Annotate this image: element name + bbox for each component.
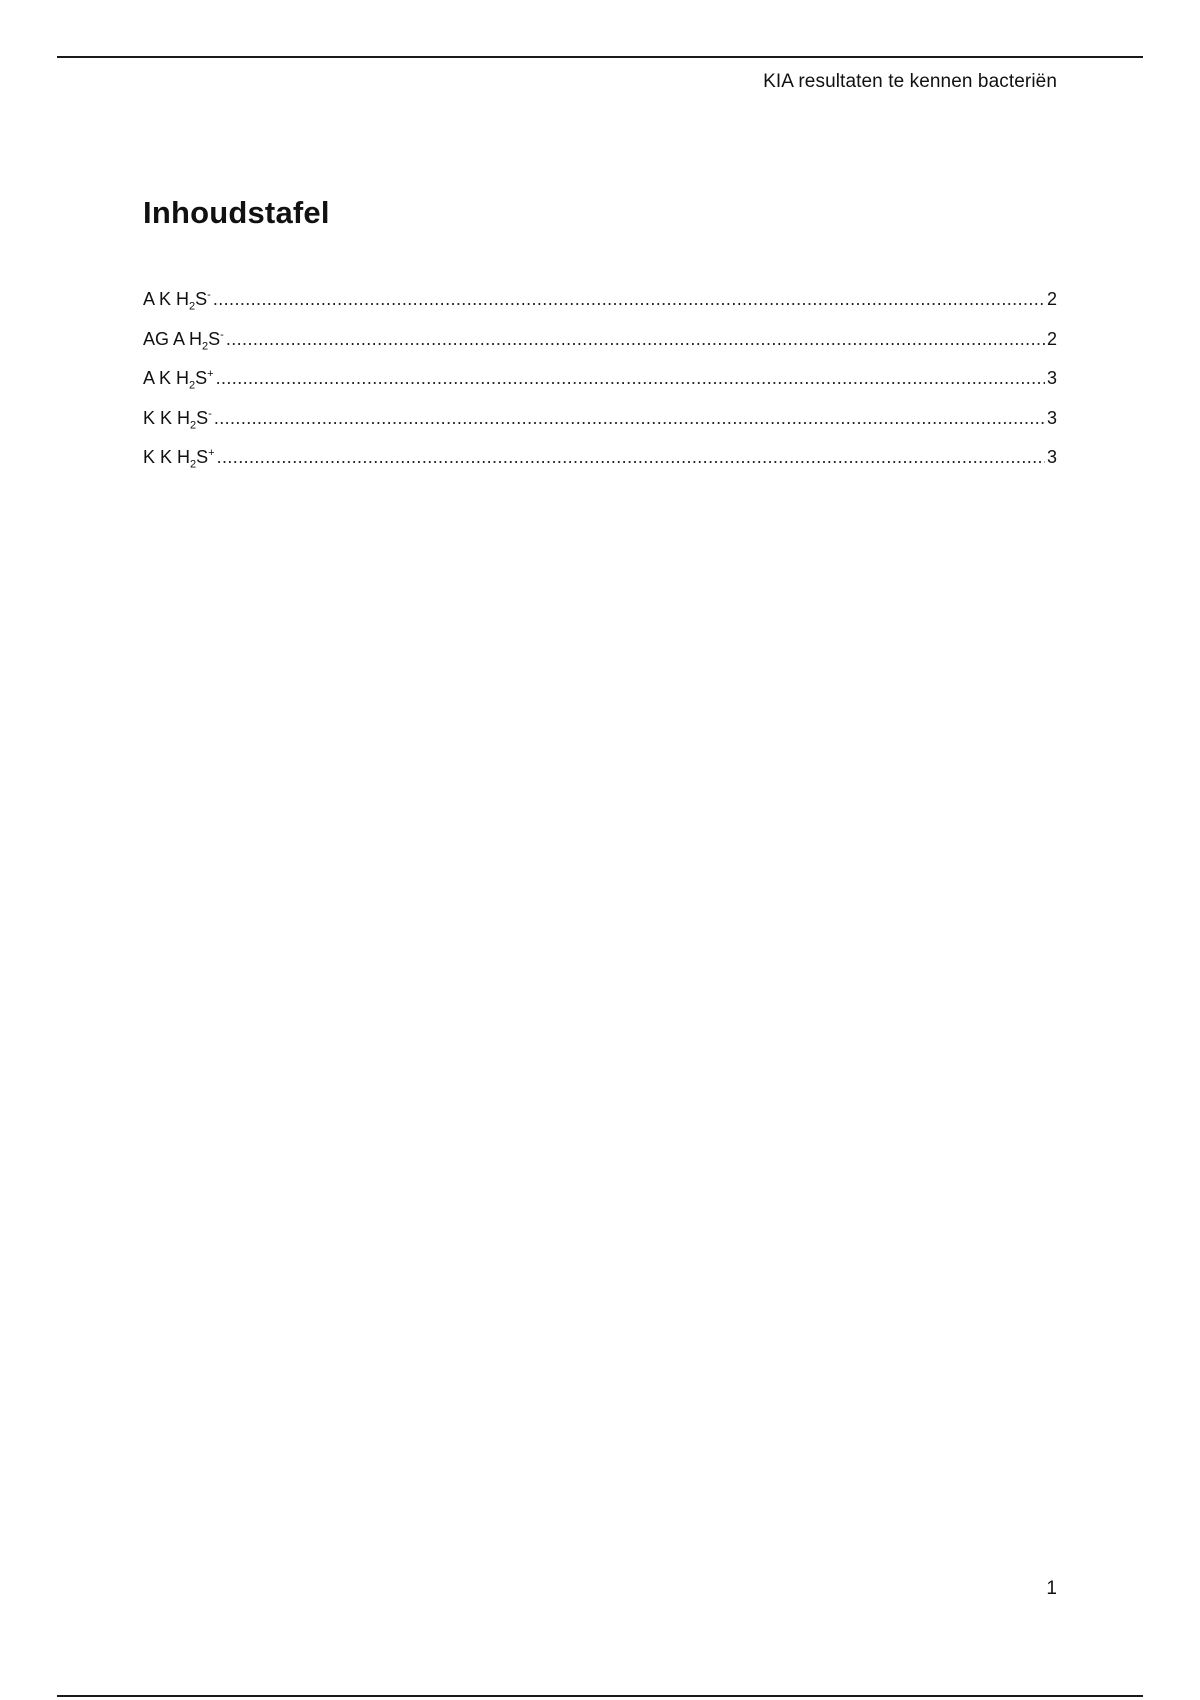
toc-entry[interactable]: [143, 329, 1057, 369]
toc-dot-leader: [214, 408, 1045, 429]
toc-entry-page: 3: [1046, 368, 1057, 388]
page-number: 1: [1046, 1578, 1057, 1599]
toc-entry[interactable]: [143, 289, 1057, 329]
toc-dot-leader: [217, 447, 1045, 468]
toc-entry-page: 3: [1046, 447, 1057, 467]
toc-dot-leader: [226, 329, 1045, 350]
toc-entry-label: AG A $H_2S^-$: [143, 328, 224, 353]
toc-entry[interactable]: [143, 408, 1057, 448]
toc-entry-label: A K $H_2S^-$: [143, 289, 211, 313]
toc-entry[interactable]: [143, 447, 1057, 487]
toc-dot-leader: [216, 368, 1045, 389]
toc-entry[interactable]: [143, 368, 1057, 408]
toc-dot-leader: [213, 289, 1045, 310]
table-of-contents: [143, 289, 1057, 487]
toc-entry-page: 3: [1046, 407, 1057, 428]
toc-entry-page: 2: [1046, 328, 1057, 349]
footer-rule: [57, 1695, 1143, 1697]
toc-entry-label: K K $H_2S^-$: [143, 407, 212, 432]
toc-entry-page: 2: [1046, 289, 1057, 309]
running-header: KIA resultaten te kennen bacteriën: [763, 71, 1057, 92]
header-rule: [57, 56, 1143, 58]
toc-entry-label: K K $H_2S^+$: [143, 447, 215, 471]
toc-entry-label: A K $H_2S^+$: [143, 368, 214, 392]
toc-title: Inhoudstafel: [143, 195, 330, 230]
